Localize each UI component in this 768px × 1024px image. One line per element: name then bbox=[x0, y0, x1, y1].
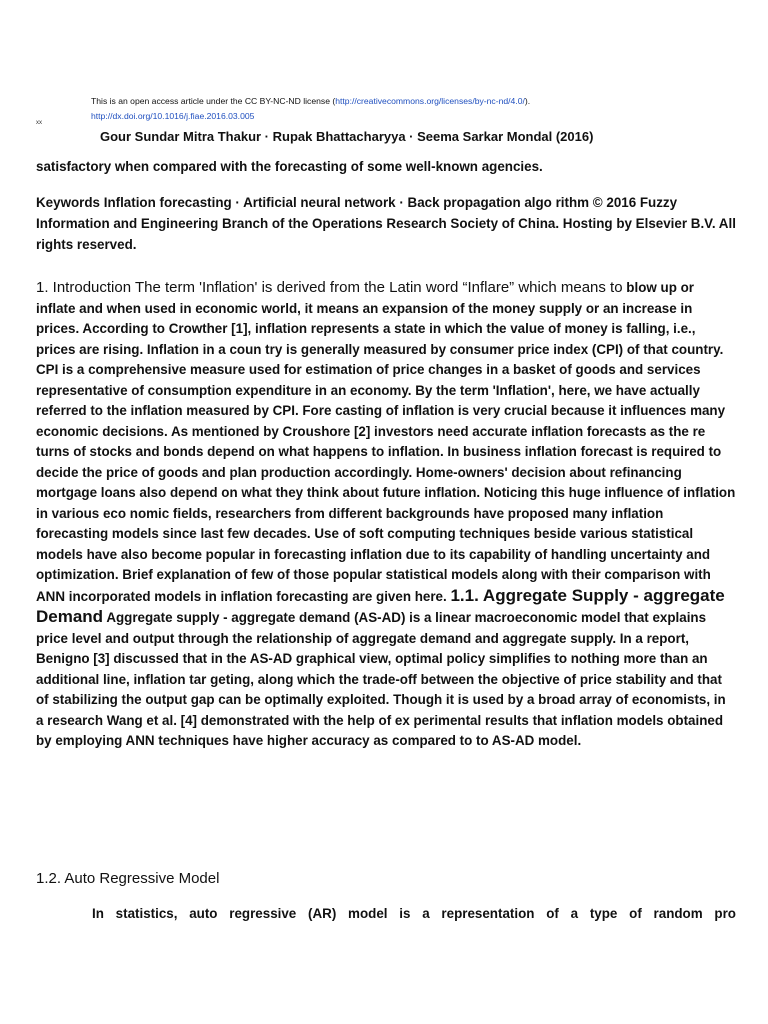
doi-link[interactable]: http://dx.doi.org/10.1016/j.fiae.2016.03.005 bbox=[91, 111, 255, 121]
section-1-1-heading: 1.1. Aggregate Supply - aggregate Demand bbox=[36, 585, 725, 626]
section-1-2-heading: 1.2. Auto Regressive Model bbox=[36, 870, 220, 887]
authors-line: Gour Sundar Mitra Thakur · Rupak Bhattacharyya · Seema Sarkar Mondal (2016) bbox=[100, 129, 594, 144]
introduction-body: blow up or inflate and when used in economic world, it means an expansion of the money supply or an increase in prices. According to Crowther [1], inflation represents a state in which the value of money is falling, i.e., prices are rising. Inflation in a coun try is generally measured by consumer price index (CPI) of that country. CPI is a comprehensive measure used for estimation of price changes in a basket of goods and services representative of consumption expenditure in an economy. By the term 'Inflation', here, we have actually referred to the inflation measured by CPI. Fore casting of inflation is very crucial because it influences many economic decisions. As mentioned by Croushore [2] investors need accurate inflation forecasts as the re turns of stocks and bonds depend on what happens to inflation. In business inflation forecast is required to decide the price of goods and plan production accordingly. Home-owners' decision about refinancing mortgage loans also depend on what they think about future inflation. Noticing this huge influence of inflation in various eco nomic fields, researchers from different backgrounds have proposed many inflation forecasting models since last few decades. Use of soft computing techniques beside various statistical models have also become popular in forecasting inflation due to its capability of handling uncertainty and optimization. Brief explanation of few of those popular statistical models along with their comparison with ANN incorporated models in inflation forecasting are given here. bbox=[36, 280, 736, 604]
page-marker: xx bbox=[36, 120, 42, 126]
introduction-lead: 1. Introduction The term 'Inflation' is derived from the Latin word “Inflare” which means to bbox=[36, 279, 623, 296]
introduction-section bbox=[36, 278, 736, 752]
license-notice bbox=[91, 94, 731, 124]
section-1-1-body: Aggregate supply - aggregate demand (AS-AD) is a linear macroeconomic model that explains price level and output through the relationship of aggregate demand and aggregate supply. In a report, Benigno [3] discussed that in the AS-AD graphical view, optimal policy simplifies to nothing more than an additional line, inflation tar geting, along which the trade-off between the objective of price stability and that of stabilizing the output gap can be optimally exploited. Though it is used by a broad array of economists, in a research Wang et al. [4] demonstrated with the help of ex perimental results that inflation models obtained by employing ANN techniques have higher accuracy as compared to to AS-AD model. bbox=[36, 610, 726, 748]
license-suffix: ). bbox=[524, 96, 531, 106]
license-text: This is an open access article under the CC BY-NC-ND license ( bbox=[91, 96, 336, 106]
license-link[interactable]: http://creativecommons.org/licenses/by-nc-nd/4.0/ bbox=[335, 96, 525, 106]
abstract-tail: satisfactory when compared with the forecasting of some well-known agencies. bbox=[36, 159, 543, 174]
keywords-paragraph: Keywords Inflation forecasting · Artificial neural network · Back propagation algo rithm © 2016 Fuzzy Information and Engineering Branch of the Operations Research Society of China. Hosting by Elsevier B.V. All rights reserved. bbox=[36, 195, 736, 252]
section-1-2-first-line: In statistics, auto regressive (AR) model is a representation of a type of random pro bbox=[92, 906, 736, 921]
